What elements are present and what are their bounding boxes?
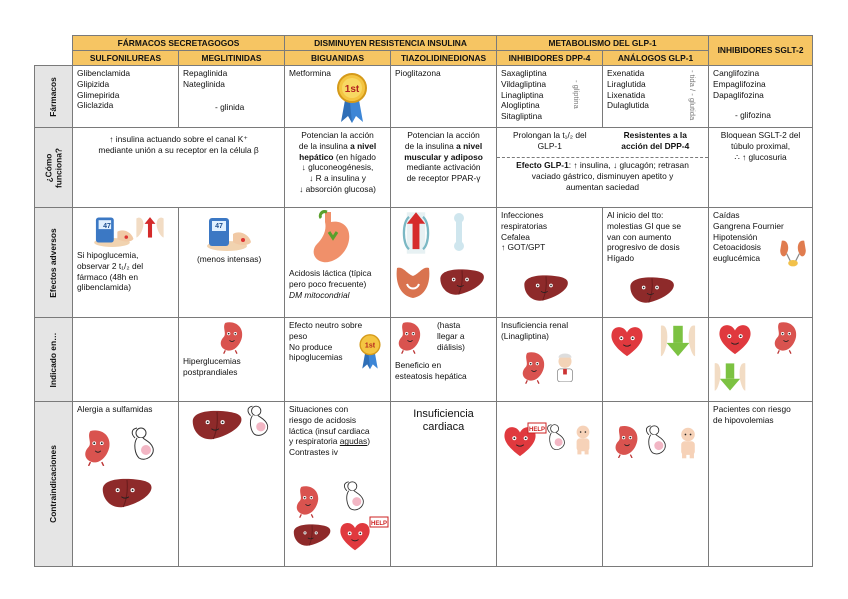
contra-meglitinidas — [179, 402, 285, 567]
adverse-text: Acidosis láctica (típica — [289, 268, 372, 278]
liver-icon — [99, 476, 155, 510]
farmacos-sulfonilureas — [73, 66, 179, 128]
contraindication-text: Contrastes iv — [289, 447, 338, 457]
corner-cell-2 — [35, 51, 73, 66]
como-biguanidas — [285, 128, 391, 208]
contra-sglt2 — [709, 402, 813, 567]
row-label-indicado-text: Indicado en… — [47, 332, 58, 387]
adverse-text: (menos intensas) — [197, 254, 262, 264]
pregnant-icon — [245, 404, 273, 442]
farmacos-analogos — [603, 66, 709, 128]
adverse-text: glibenclamida) — [77, 282, 131, 293]
farmacos-meglitinidas — [179, 66, 285, 128]
indication-text: No produce — [289, 341, 333, 352]
drug-name: Vildagliptina — [501, 78, 547, 89]
help-sign-icon — [369, 516, 389, 530]
kidneys-icon — [777, 236, 809, 268]
mechanism-text: Prolongan la t₁/₂ del — [512, 130, 587, 140]
liver-icon — [189, 408, 245, 442]
indication-text: Efecto neutro sobre — [289, 320, 363, 330]
indication-text: (Linagliptina) — [501, 330, 549, 341]
suffix-label: - glinida — [215, 101, 245, 112]
como-analogos — [603, 128, 709, 157]
adversos-tiazolidinedionas — [391, 208, 497, 318]
indication-text: esteatosis hepática — [395, 371, 467, 381]
baby-icon — [675, 426, 701, 460]
heart-icon — [337, 520, 373, 552]
suffix-label: - tida / - glutida — [688, 70, 698, 121]
pregnant-icon — [545, 422, 569, 456]
adverse-text: pero poco frecuente) — [289, 278, 367, 289]
badge-text: 1st — [364, 342, 376, 350]
contraindication-text: riesgo de acidosis — [289, 414, 357, 425]
adverse-text: Si hipoglucemia, — [77, 250, 139, 260]
adverse-text: Al inicio del tto: — [607, 210, 664, 220]
row-label-adversos — [35, 208, 73, 318]
mechanism-text: hepático — [299, 151, 334, 162]
drug-table — [34, 35, 813, 567]
liver-icon — [437, 266, 487, 298]
drug-name: Liraglutida — [607, 78, 646, 89]
row-label-como-text — [44, 147, 63, 187]
mechanism-text: ↑ insulina actuando sobre el canal K⁺ — [109, 134, 248, 144]
row-label-adversos-text: Efectos adversos — [47, 227, 58, 298]
adversos-sulfonilureas — [73, 208, 179, 318]
heart-icon — [715, 322, 755, 356]
kidney-icon — [519, 350, 549, 384]
header-biguanidas: BIGUANIDAS — [285, 51, 391, 66]
mechanism-text: túbulo proximal, — [730, 140, 791, 151]
farmacos-sglt2 — [709, 66, 813, 128]
row-label-contra — [35, 402, 73, 567]
adverse-text: euglucémica — [713, 253, 761, 263]
adversos-meglitinidas — [179, 208, 285, 318]
row-label-contra-text: Contraindicaciones — [47, 445, 58, 523]
drug-name: Glipizida — [77, 78, 110, 89]
row-label-como — [35, 128, 73, 208]
mechanism-text: : ↑ insulina, ↓ glucagón; retrasan — [568, 160, 689, 170]
efecto-glp1 — [497, 158, 708, 194]
first-line-badge-icon — [359, 332, 381, 370]
pregnant-icon — [341, 480, 369, 516]
adversos-biguanidas — [285, 208, 391, 318]
row-label-farmacos-text: Fármacos — [47, 76, 58, 117]
bone-icon — [447, 212, 471, 252]
indicado-tiazolidinedionas — [391, 318, 497, 402]
mechanism-text: ∴ ↑ glucosuria — [734, 151, 787, 162]
drug-name: Nateglinida — [183, 78, 225, 89]
contra-analogos — [603, 402, 709, 567]
adverse-text: molestias GI que se — [607, 220, 682, 231]
header-sglt2: INHIBIDORES SGLT-2 — [709, 36, 813, 66]
drug-name: Glimepirida — [77, 89, 120, 100]
indication-text: diálisis) — [437, 341, 465, 352]
contra-sulfonilureas — [73, 402, 179, 567]
adverse-text: DM mitocondrial — [289, 289, 350, 300]
kidney-icon — [217, 320, 247, 354]
suffix-label: - glifozina — [735, 110, 771, 121]
mechanism-text: de la insulina — [404, 140, 457, 151]
indication-text: Hiperglucemias — [183, 356, 241, 366]
liver-icon — [291, 522, 333, 548]
mechanism-text: a nivel — [350, 140, 377, 151]
drug-name: Alogliptina — [501, 100, 540, 111]
adverse-text: fármaco (48h en — [77, 271, 138, 282]
glucometer-icon — [199, 212, 255, 252]
adverse-text: Infecciones — [501, 210, 544, 220]
indication-text: Beneficio en — [395, 360, 442, 371]
contraindication-text: cardiaca — [422, 421, 465, 434]
mechanism-text: Resistentes a la — [623, 130, 687, 140]
help-sign-text: HELP — [529, 427, 546, 433]
hypoglycemia-arrow-icon — [135, 214, 165, 242]
adverse-text: observar 2 t₁/₂ del — [77, 260, 144, 271]
mechanism-text: Potencian la acción — [301, 130, 374, 140]
header-tiazolidinedionas: TIAZOLIDINEDIONAS — [391, 51, 497, 66]
kidney-icon — [81, 428, 115, 466]
como-secretagogos — [73, 128, 285, 208]
drug-name: Repaglinida — [183, 68, 228, 78]
drug-name: Gliclazida — [77, 100, 114, 111]
contraindication-text: láctica (insuf cardiaca — [289, 425, 370, 436]
help-sign-icon — [527, 422, 547, 436]
adversos-analogos — [603, 208, 709, 318]
doctor-icon — [551, 352, 579, 382]
adverse-text: Cetoacidosis — [713, 242, 761, 253]
mechanism-text: de receptor PPAR-γ — [406, 173, 481, 183]
drug-name: Glibenclamida — [77, 68, 131, 78]
liver-icon — [627, 274, 677, 306]
farmacos-tiazolidinedionas — [391, 66, 497, 128]
help-sign-text: HELP — [371, 521, 388, 527]
indication-text: llegar a — [437, 330, 465, 341]
drug-name: Lixenatida — [607, 89, 646, 100]
pregnant-icon — [129, 426, 159, 466]
mechanism-text: aumentan saciedad — [565, 181, 640, 192]
mechanism-text: ↓ gluconeogénesis, — [301, 162, 374, 173]
contra-biguanidas — [285, 402, 391, 567]
row-label-line: funciona? — [52, 147, 63, 188]
corner-cell — [35, 36, 73, 51]
drug-name: Exenatida — [607, 68, 645, 78]
pregnant-icon — [643, 424, 671, 460]
indicado-biguanidas — [285, 318, 391, 402]
indicado-dpp4 — [497, 318, 603, 402]
adverse-text: ↑ GOT/GPT — [501, 242, 546, 253]
mechanism-text: acción del DPP-4 — [621, 140, 690, 151]
heart-icon — [607, 324, 647, 358]
adverse-text: Hipotensión — [713, 231, 758, 242]
adverse-text: respiratorias — [501, 220, 548, 231]
contraindication-text: y respiratoria — [289, 436, 340, 447]
contraindication-text: ) — [367, 436, 371, 447]
indicado-sglt2 — [709, 318, 813, 402]
bladder-icon — [393, 262, 433, 302]
header-sulfonilureas: SULFONILUREAS — [73, 51, 179, 66]
adverse-text: Caídas — [713, 210, 740, 220]
badge-text: 1st — [344, 84, 360, 95]
adversos-sglt2 — [709, 208, 813, 318]
farmacos-dpp4 — [497, 66, 603, 128]
kidney-icon — [293, 484, 323, 518]
mechanism-text: vaciado gástrico, disminuyen apetito y — [531, 170, 674, 181]
weight-loss-icon — [713, 360, 747, 394]
como-tiazolidinedionas — [391, 128, 497, 208]
stomach-icon — [307, 210, 357, 266]
contra-dpp4 — [497, 402, 603, 567]
mechanism-text: ↓ absorción glucosa) — [299, 183, 376, 194]
indication-text: (hasta — [437, 320, 461, 330]
mechanism-text: mediante unión a su receptor en la célula β — [98, 144, 259, 155]
weight-gain-icon — [393, 210, 439, 256]
contraindication-text: de hipovolemias — [713, 414, 774, 425]
como-glp1 — [497, 128, 709, 208]
glucometer-icon — [87, 212, 137, 248]
mechanism-text: ↓ R a insulina y — [309, 173, 366, 183]
mechanism-text: de la insulina — [298, 140, 351, 151]
glucometer-reading: 47 — [215, 223, 223, 230]
drug-name: Empaglifozina — [713, 78, 766, 89]
drug-name: Canglifozina — [713, 68, 760, 78]
farmacos-biguanidas — [285, 66, 391, 128]
adverse-text: Gangrena Fournier — [713, 220, 784, 231]
header-secretagogos: FÁRMACOS SECRETAGOGOS — [73, 36, 285, 51]
header-resistencia: DISMINUYEN RESISTENCIA INSULINA — [285, 36, 497, 51]
first-line-badge-icon — [337, 70, 367, 124]
adverse-text: van con aumento — [607, 231, 672, 242]
kidney-icon — [611, 424, 643, 458]
drug-name: Dulaglutida — [607, 100, 649, 111]
indicado-analogos — [603, 318, 709, 402]
mechanism-text: muscular y adiposo — [404, 151, 483, 162]
kidney-icon — [395, 320, 425, 354]
indication-text: postprandiales — [183, 366, 238, 377]
mechanism-text: mediante activación — [406, 162, 481, 173]
row-label-farmacos — [35, 66, 73, 128]
weight-loss-icon — [659, 322, 697, 360]
row-label-line: ¿Cómo — [42, 153, 53, 182]
effect-label: Efecto GLP-1 — [516, 160, 569, 170]
mechanism-text: (en hígado — [333, 151, 376, 162]
header-dpp4: INHIBIDORES DPP-4 — [497, 51, 603, 66]
drug-name: Metformina — [289, 68, 331, 78]
como-sglt2 — [709, 128, 813, 208]
drug-name: Linagliptina — [501, 89, 544, 100]
kidney-icon — [771, 320, 801, 354]
mechanism-text: GLP-1 — [537, 140, 562, 151]
mechanism-text: Bloquean SGLT-2 del — [720, 130, 801, 140]
como-dpp4 — [497, 128, 603, 157]
mechanism-text: a nivel — [456, 140, 483, 151]
contraindication-text: Pacientes con riesgo — [713, 404, 791, 414]
row-label-indicado — [35, 318, 73, 402]
drug-name: Dapaglifozina — [713, 89, 764, 100]
indication-text: hipoglucemias — [289, 352, 343, 363]
header-meglitinidas: MEGLITINIDAS — [179, 51, 285, 66]
header-glp1: METABOLISMO DEL GLP-1 — [497, 36, 709, 51]
contraindication-text: Alergia a sulfamidas — [77, 404, 153, 414]
indicado-meglitinidas — [179, 318, 285, 402]
adverse-text: progresivo de dosis — [607, 242, 680, 253]
adversos-dpp4 — [497, 208, 603, 318]
indicado-sulfonilureas — [73, 318, 179, 402]
baby-icon — [571, 424, 595, 456]
drug-name: Sitagliptina — [501, 111, 542, 121]
drug-name: Pioglitazona — [395, 68, 441, 78]
adverse-text: Cefalea — [501, 231, 530, 242]
indication-text: peso — [289, 330, 308, 341]
contraindication-text: agudas — [339, 436, 368, 447]
contra-tiazolidinedionas — [391, 402, 497, 567]
contraindication-text: Insuficiencia — [413, 408, 474, 420]
mechanism-text: Potencian la acción — [407, 130, 480, 140]
adverse-text: Hígado — [607, 253, 635, 263]
indication-text: Insuficiencia renal — [501, 320, 569, 330]
header-analogos-glp1: ANÁLOGOS GLP-1 — [603, 51, 709, 66]
liver-icon — [521, 272, 571, 304]
contraindication-text: Situaciones con — [289, 404, 349, 414]
suffix-label: - gliptina — [572, 80, 582, 109]
drug-name: Saxagliptina — [501, 68, 547, 78]
glucometer-reading: 47 — [103, 223, 111, 230]
